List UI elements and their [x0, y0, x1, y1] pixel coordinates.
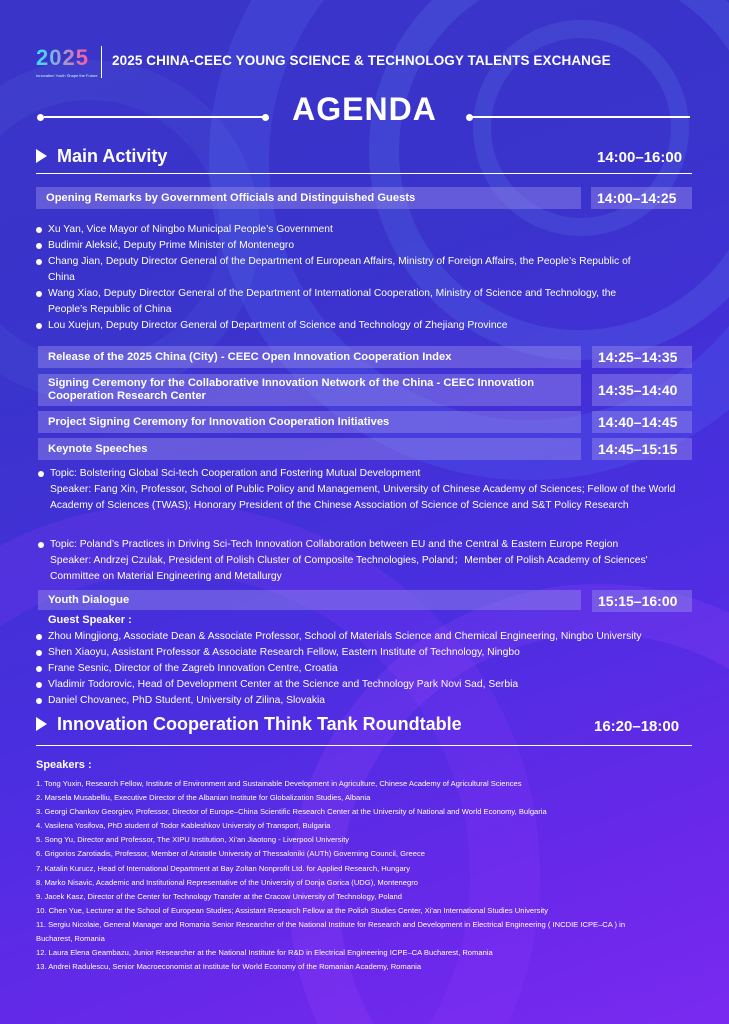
topic-speaker: Speaker: Fang Xin, Professor, School of Public Policy and Management, University of Chinese Academy of Sciences; Fellow of the World Academy of Sciences (TWAS); Honorary President of the Chinese Association of Science of Science and S&T Policy Research — [50, 484, 676, 512]
keynote-time: 14:45–15:15 — [592, 438, 692, 460]
list-item: 11. Sergiu Nicolaie, General Manager and Romania Senior Researcher of the National Institute for Research and Development in Electrical Engineering ( INCDIE ICPE–CA ) in Bucharest, Romania — [36, 919, 626, 944]
guest-speakers-list — [34, 629, 714, 709]
youth-dialogue-time: 15:15–16:00 — [592, 590, 692, 612]
topic-title: Topic: Bolstering Global Sci-tech Cooperation and Fostering Mutual Development — [36, 466, 676, 482]
list-item: 7. Katalin Kurucz, Head of International Department at Bay Zoltan Nonprofit Ltd. for Applied Research, Hungary — [36, 863, 410, 873]
list-item: 3. Georgi Chankov Georgiev, Professor, Director of Europe–China Scientific Research Center at the University of National and World Economy, Bulgaria — [36, 807, 547, 817]
event-logo — [36, 45, 96, 81]
youth-dialogue-bar: Youth Dialogue — [38, 590, 581, 610]
list-item: 2. Marsela Musabelliu, Executive Director of the Albanian Institute for Globalization Studies, Albania — [36, 793, 371, 803]
play-triangle-icon — [36, 717, 47, 731]
topic-speaker: Speaker: Andrzej Czulak, President of Polish Cluster of Composite Technologies, Poland；Member of Polish Academy of Sciences' Committee on Material Engineering and Metallurgy — [50, 555, 648, 583]
signing-ceremony-bar: Signing Ceremony for the Collaborative Innovation Network of the China - CEEC Innovation Cooperation Research Center — [38, 374, 581, 406]
list-item: 8. Marko Nisavic, Academic and Institutional Representative of the University of Donja Gorica (UDG), Montenegro — [36, 877, 418, 887]
roundtable-title: Innovation Cooperation Think Tank Roundtable — [57, 714, 462, 734]
logo-tagline: Innovation Youth Shape the Future — [36, 73, 98, 78]
index-release-time: 14:25–14:35 — [592, 346, 692, 368]
keynote-bar: Keynote Speeches — [38, 438, 581, 460]
agenda-title: AGENDA — [292, 91, 437, 127]
section-rule — [36, 745, 692, 746]
project-signing-time: 14:40–14:45 — [592, 411, 692, 433]
list-item: Xu Yan, Vice Mayor of Ningbo Municipal People’s Government — [34, 222, 654, 238]
event-title: 2025 CHINA-CEEC YOUNG SCIENCE & TECHNOLOGY TALENTS EXCHANGE — [112, 53, 611, 68]
list-item: Budimir Aleksić, Deputy Prime Minister of Montenegro — [34, 238, 654, 254]
signing-ceremony-time: 14:35–14:40 — [592, 374, 692, 406]
list-item: 6. Grigorios Zarotiadis, Professor, Member of Aristotle University of Thessaloniki (AUTh) Governing Council, Greece — [36, 849, 425, 859]
list-item: Shen Xiaoyu, Assistant Professor & Associate Research Fellow, Eastern Institute of Technology, Ningbo — [34, 645, 714, 661]
title-rule-right — [472, 116, 690, 118]
list-item: 5. Song Yu, Director and Professor, The XIPU Institution, Xi'an Jiaotong - Liverpool University — [36, 835, 350, 845]
main-activity-title: Main Activity — [57, 146, 168, 166]
topic-title: Topic: Poland’s Practices in Driving Sci-Tech Innovation Collaboration between EU and the Central & Eastern Europe Region — [36, 537, 676, 553]
list-item: Lou Xuejun, Deputy Director General of Department of Science and Technology of Zhejiang Province — [34, 318, 654, 334]
list-item: 12. Laura Elena Geambazu, Junior Researcher at the National Institute for R&D in Electrical Engineering ICPE–CA Bucharest, Romania — [36, 948, 493, 958]
section-rule — [36, 173, 692, 174]
list-item: 9. Jacek Kasz, Director of the Center for Technology Transfer at the Cracow University of Technology, Poland — [36, 891, 402, 901]
list-item: 13. Andrei Radulescu, Senior Macroeconomist at Institute for World Economy of the Romanian Academy, Romania — [36, 962, 422, 972]
index-release-bar: Release of the 2025 China (City) - CEEC Open Innovation Cooperation Index — [38, 346, 581, 368]
opening-remarks-bar: Opening Remarks by Government Officials and Distinguished Guests — [36, 187, 581, 209]
logo-number: 2025 — [36, 45, 89, 70]
list-item: Daniel Chovanec, PhD Student, University of Zilina, Slovakia — [34, 693, 714, 709]
guest-speaker-label: Guest Speaker : — [48, 614, 132, 626]
list-item: Vladimir Todorovic, Head of Development Center at the Science and Technology Park Novi Sad, Serbia — [34, 677, 714, 693]
list-item: Chang Jian, Deputy Director General of the Department of European Affairs, Ministry of Foreign Affairs, the People’s Republic of China — [34, 254, 654, 286]
play-triangle-icon — [36, 149, 47, 163]
list-item: 4. Vasilena Yosifova, PhD student of Todor Kableshkov University of Transport, Bulgaria — [36, 821, 331, 831]
list-item: 10. Chen Yue, Lecturer at the School of European Studies; Assistant Research Fellow at the Polish Studies Center, Xi'an International Studies University — [36, 905, 549, 915]
main-activity-time: 14:00–16:00 — [597, 149, 683, 166]
list-item: Frane Sesnic, Director of the Zagreb Innovation Centre, Croatia — [34, 661, 714, 677]
roundtable-speakers-list — [36, 777, 656, 974]
list-item: Wang Xiao, Deputy Director General of the Department of International Cooperation, Ministry of Science and Technology, the People’s Republic of China — [34, 286, 654, 318]
header-divider — [101, 46, 102, 78]
opening-remarks-time: 14:00–14:25 — [591, 187, 692, 209]
opening-speakers-list — [34, 222, 654, 334]
keynote-topic-1 — [36, 466, 676, 515]
list-item: 1. Tong Yuxin, Research Fellow, Institute of Environment and Sustainable Development in Agriculture, Chinese Academy of Agricultural Sciences — [36, 779, 522, 788]
keynote-topic-2 — [36, 537, 676, 586]
main-activity-heading — [36, 146, 167, 167]
roundtable-time: 16:20–18:00 — [594, 718, 680, 735]
speakers-label: Speakers : — [36, 759, 92, 771]
project-signing-bar: Project Signing Ceremony for Innovation Cooperation Initiatives — [38, 411, 581, 433]
roundtable-heading — [36, 714, 462, 735]
list-item: Zhou Mingjiong, Associate Dean & Associate Professor, School of Materials Science and Chemical Engineering, Ningbo University — [34, 629, 714, 645]
